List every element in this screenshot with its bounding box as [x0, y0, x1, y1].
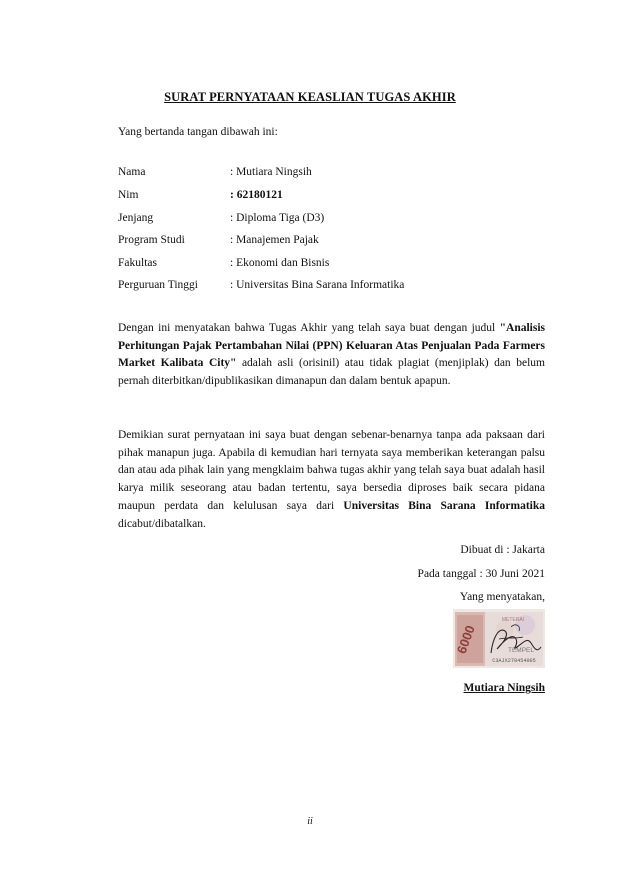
field-label: Program Studi [118, 234, 185, 246]
paragraph-text: Dengan ini menyatakan bahwa Tugas Akhir yang telah saya buat dengan judul [118, 322, 500, 334]
field-label: Nama [118, 166, 146, 178]
paragraph-text: Demikian surat pernyataan ini saya buat dengan sebenar-benarnya tanpa ada paksaan dari pihak manapun juga. Apabila di kemudian hari ternyata saya memberikan keterangan palsu dan atau ada pihak lain yang mengklaim bahwa tugas akhir yang telah saya buat adalah hasil karya milik seseorang atau badan tertentu, saya bersedia diproses baik secara pidana maupun perdata dan kelulusan saya dari [118, 429, 545, 512]
intro-text: Yang bertanda tangan dibawah ini: [118, 126, 278, 138]
page-number: ii [307, 816, 313, 827]
signature-closing: Yang menyatakan, [459, 591, 545, 603]
university-name: Universitas Bina Sarana Informatika [343, 499, 545, 512]
meterai-stamp-icon [453, 609, 545, 668]
field-value: : Manajemen Pajak [230, 234, 319, 246]
signature-date: Pada tanggal : 30 Juni 2021 [417, 568, 545, 580]
stamp-text-top: METERAI [501, 617, 525, 623]
stamp-serial: C3AJX278454005 [492, 658, 536, 664]
stamp-and-signature-image [453, 609, 545, 668]
statement-paragraph [118, 320, 545, 391]
paragraph-text: dicabut/dibatalkan. [118, 517, 206, 530]
field-value: : Diploma Tiga (D3) [230, 212, 325, 224]
field-value: : Universitas Bina Sarana Informatika [230, 279, 405, 291]
field-label: Perguruan Tinggi [118, 279, 198, 291]
document-title: SURAT PERNYATAAN KEASLIAN TUGAS AKHIR [164, 90, 456, 104]
field-value: : 62180121 [230, 189, 283, 201]
field-value: : Ekonomi dan Bisnis [230, 257, 330, 269]
declaration-paragraph [118, 427, 545, 533]
field-label: Fakultas [118, 257, 157, 269]
field-label: Jenjang [118, 212, 154, 224]
paragraph-text: adalah asli (orisinil) atau tidak plagiat (menjiplak) dan belum pernah diterbitkan/dipublikasikan dimanapun dan dalam bentuk apapun. [118, 357, 545, 388]
signer-name: Mutiara Ningsih [463, 682, 545, 694]
stamp-text-mid: TEMPEL [507, 647, 535, 654]
field-value: : Mutiara Ningsih [230, 166, 312, 178]
thesis-title: "Analisis Perhitungan Pajak Pertambahan Nilai (PPN) Keluaran Atas Penjualan Pada Farmers Market Kalibata City" [118, 322, 545, 370]
stamp-value: 6000 [453, 623, 478, 656]
field-label: Nim [118, 189, 139, 201]
signature-place: Dibuat di : Jakarta [460, 544, 545, 556]
